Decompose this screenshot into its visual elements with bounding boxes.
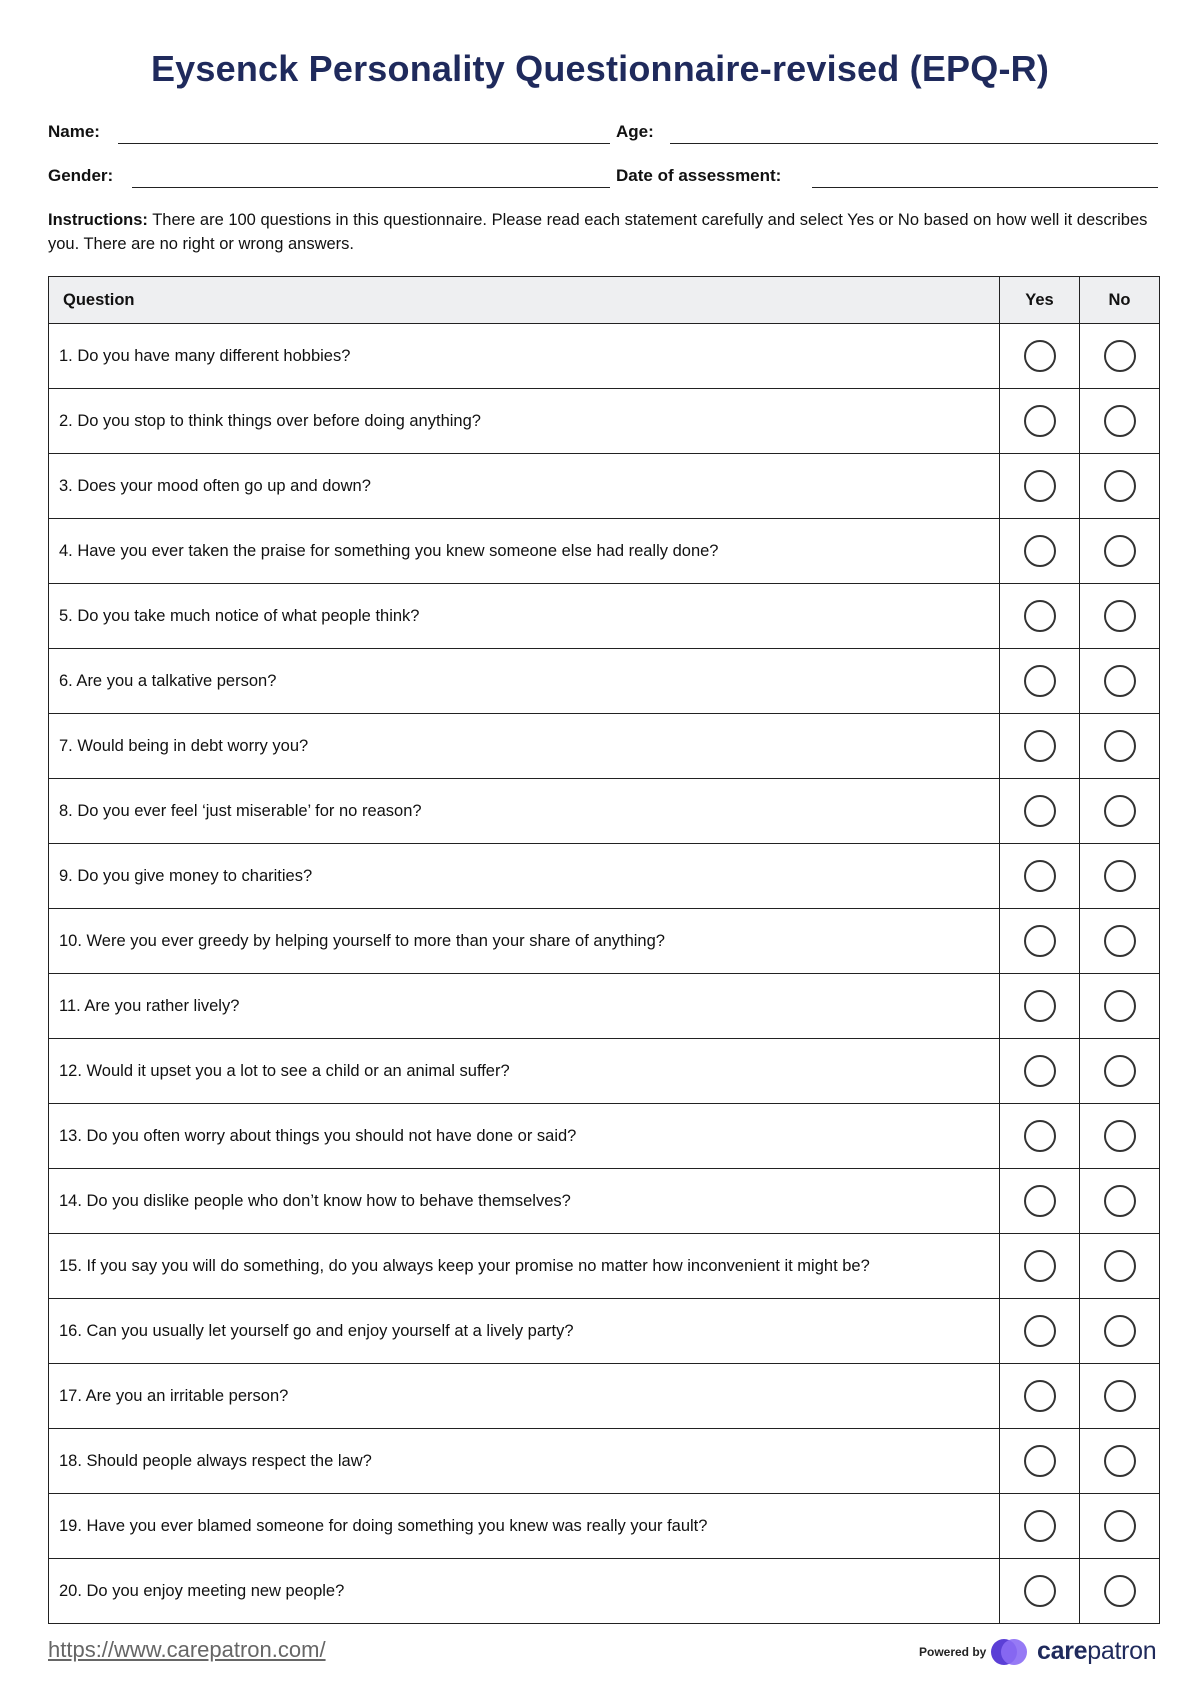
- yes-radio[interactable]: [1024, 1315, 1056, 1347]
- instructions-label: Instructions:: [48, 211, 148, 229]
- table-row: [49, 844, 1160, 909]
- yes-cell: [1000, 649, 1080, 714]
- question-text: 20. Do you enjoy meeting new people?: [49, 1559, 1000, 1624]
- table-row: [49, 1104, 1160, 1169]
- question-text: 10. Were you ever greedy by helping yourself to more than your share of anything?: [49, 909, 1000, 974]
- yes-radio[interactable]: [1024, 600, 1056, 632]
- table-row: [49, 454, 1160, 519]
- table-row: [49, 1494, 1160, 1559]
- table-row: [49, 389, 1160, 454]
- yes-radio[interactable]: [1024, 1185, 1056, 1217]
- no-radio[interactable]: [1104, 795, 1136, 827]
- table-row: [49, 1559, 1160, 1624]
- no-radio[interactable]: [1104, 600, 1136, 632]
- yes-radio[interactable]: [1024, 1575, 1056, 1607]
- no-cell: [1080, 974, 1160, 1039]
- question-text: 17. Are you an irritable person?: [49, 1364, 1000, 1429]
- question-text: 4. Have you ever taken the praise for something you knew someone else had really done?: [49, 519, 1000, 584]
- yes-cell: [1000, 779, 1080, 844]
- carepatron-link[interactable]: https://www.carepatron.com/: [48, 1637, 326, 1662]
- no-radio[interactable]: [1104, 405, 1136, 437]
- no-cell: [1080, 909, 1160, 974]
- yes-cell: [1000, 1169, 1080, 1234]
- no-cell: [1080, 1234, 1160, 1299]
- no-cell: [1080, 1039, 1160, 1104]
- table-row: [49, 1299, 1160, 1364]
- age-field[interactable]: [616, 120, 1158, 144]
- no-radio[interactable]: [1104, 990, 1136, 1022]
- yes-radio[interactable]: [1024, 665, 1056, 697]
- table-row: [49, 1169, 1160, 1234]
- no-radio[interactable]: [1104, 1510, 1136, 1542]
- table-row: [49, 974, 1160, 1039]
- no-radio[interactable]: [1104, 860, 1136, 892]
- no-cell: [1080, 844, 1160, 909]
- table-row: [49, 779, 1160, 844]
- no-radio[interactable]: [1104, 925, 1136, 957]
- brand-name-rest: patron: [1087, 1637, 1157, 1665]
- instructions-text: There are 100 questions in this questionnaire. Please read each statement carefully and select Yes or No based on how well it describes you. There are no right or wrong answers.: [48, 211, 1148, 253]
- no-cell: [1080, 1104, 1160, 1169]
- yes-cell: [1000, 454, 1080, 519]
- no-cell: [1080, 389, 1160, 454]
- question-text: 13. Do you often worry about things you should not have done or said?: [49, 1104, 1000, 1169]
- date-label: Date of assessment:: [616, 166, 782, 185]
- question-text: 12. Would it upset you a lot to see a child or an animal suffer?: [49, 1039, 1000, 1104]
- yes-cell: [1000, 1039, 1080, 1104]
- yes-cell: [1000, 519, 1080, 584]
- yes-radio[interactable]: [1024, 1380, 1056, 1412]
- table-row: [49, 519, 1160, 584]
- question-text: 5. Do you take much notice of what people think?: [49, 584, 1000, 649]
- no-radio[interactable]: [1104, 665, 1136, 697]
- question-text: 16. Can you usually let yourself go and enjoy yourself at a lively party?: [49, 1299, 1000, 1364]
- question-text: 1. Do you have many different hobbies?: [49, 324, 1000, 389]
- no-radio[interactable]: [1104, 470, 1136, 502]
- name-age-row: [48, 120, 1158, 144]
- table-row: [49, 324, 1160, 389]
- yes-radio[interactable]: [1024, 340, 1056, 372]
- no-cell: [1080, 454, 1160, 519]
- table-row: [49, 1234, 1160, 1299]
- yes-cell: [1000, 584, 1080, 649]
- yes-cell: [1000, 974, 1080, 1039]
- name-label: Name:: [48, 122, 100, 141]
- yes-cell: [1000, 1429, 1080, 1494]
- no-radio[interactable]: [1104, 730, 1136, 762]
- yes-cell: [1000, 1104, 1080, 1169]
- page-title: Eysenck Personality Questionnaire-revised (EPQ-R): [150, 48, 1050, 89]
- question-text: 2. Do you stop to think things over before doing anything?: [49, 389, 1000, 454]
- question-text: 15. If you say you will do something, do you always keep your promise no matter how inconvenient it might be?: [49, 1234, 1000, 1299]
- yes-cell: [1000, 1559, 1080, 1624]
- instructions: [48, 208, 1158, 256]
- yes-radio[interactable]: [1024, 925, 1056, 957]
- no-cell: [1080, 519, 1160, 584]
- yes-radio[interactable]: [1024, 860, 1056, 892]
- no-radio[interactable]: [1104, 1575, 1136, 1607]
- yes-cell: [1000, 389, 1080, 454]
- name-line[interactable]: [118, 143, 610, 144]
- no-cell: [1080, 584, 1160, 649]
- no-cell: [1080, 324, 1160, 389]
- no-cell: [1080, 1299, 1160, 1364]
- question-text: 6. Are you a talkative person?: [49, 649, 1000, 714]
- carepatron-logo-icon: [991, 1635, 1029, 1669]
- gender-line[interactable]: [132, 187, 610, 188]
- yes-radio[interactable]: [1024, 1445, 1056, 1477]
- question-text: 7. Would being in debt worry you?: [49, 714, 1000, 779]
- table-row: [49, 1429, 1160, 1494]
- questionnaire-table: [48, 276, 1160, 1624]
- no-cell: [1080, 1169, 1160, 1234]
- yes-cell: [1000, 909, 1080, 974]
- table-row: [49, 714, 1160, 779]
- yes-cell: [1000, 1234, 1080, 1299]
- question-text: 19. Have you ever blamed someone for doing something you knew was really your fault?: [49, 1494, 1000, 1559]
- no-radio[interactable]: [1104, 1380, 1136, 1412]
- yes-radio[interactable]: [1024, 990, 1056, 1022]
- yes-radio[interactable]: [1024, 1055, 1056, 1087]
- table-row: [49, 584, 1160, 649]
- question-text: 11. Are you rather lively?: [49, 974, 1000, 1039]
- table-body: [49, 324, 1160, 1624]
- brand-name: [1037, 1637, 1156, 1666]
- yes-cell: [1000, 714, 1080, 779]
- question-text: 18. Should people always respect the law?: [49, 1429, 1000, 1494]
- no-radio[interactable]: [1104, 1055, 1136, 1087]
- no-radio[interactable]: [1104, 1185, 1136, 1217]
- question-text: 9. Do you give money to charities?: [49, 844, 1000, 909]
- yes-cell: [1000, 1494, 1080, 1559]
- yes-radio[interactable]: [1024, 1120, 1056, 1152]
- question-text: 14. Do you dislike people who don’t know how to behave themselves?: [49, 1169, 1000, 1234]
- gender-field[interactable]: [48, 164, 610, 188]
- no-cell: [1080, 649, 1160, 714]
- brand-name-bold: care: [1037, 1637, 1088, 1665]
- no-radio[interactable]: [1104, 340, 1136, 372]
- date-field[interactable]: [616, 164, 1158, 188]
- yes-cell: [1000, 1299, 1080, 1364]
- name-field[interactable]: [48, 120, 610, 144]
- yes-cell: [1000, 844, 1080, 909]
- yes-radio[interactable]: [1024, 730, 1056, 762]
- question-header: Question: [49, 277, 1000, 324]
- no-radio[interactable]: [1104, 1315, 1136, 1347]
- no-radio[interactable]: [1104, 535, 1136, 567]
- no-cell: [1080, 779, 1160, 844]
- no-cell: [1080, 1364, 1160, 1429]
- table-row: [49, 909, 1160, 974]
- yes-radio[interactable]: [1024, 535, 1056, 567]
- no-cell: [1080, 1429, 1160, 1494]
- age-line[interactable]: [670, 143, 1158, 144]
- no-header: No: [1080, 277, 1160, 324]
- powered-by-label: Powered by: [919, 1645, 987, 1659]
- gender-date-row: [48, 164, 1158, 188]
- no-cell: [1080, 1559, 1160, 1624]
- no-radio[interactable]: [1104, 1250, 1136, 1282]
- question-text: 3. Does your mood often go up and down?: [49, 454, 1000, 519]
- yes-cell: [1000, 324, 1080, 389]
- no-cell: [1080, 714, 1160, 779]
- yes-radio[interactable]: [1024, 1510, 1056, 1542]
- question-text: 8. Do you ever feel ‘just miserable’ for no reason?: [49, 779, 1000, 844]
- yes-radio[interactable]: [1024, 1250, 1056, 1282]
- age-label: Age:: [616, 122, 654, 141]
- table-row: [49, 649, 1160, 714]
- yes-radio[interactable]: [1024, 405, 1056, 437]
- gender-label: Gender:: [48, 166, 114, 185]
- yes-header: Yes: [1000, 277, 1080, 324]
- yes-radio[interactable]: [1024, 795, 1056, 827]
- no-radio[interactable]: [1104, 1445, 1136, 1477]
- table-header-row: [49, 277, 1160, 324]
- no-radio[interactable]: [1104, 1120, 1136, 1152]
- table-row: [49, 1039, 1160, 1104]
- yes-radio[interactable]: [1024, 470, 1056, 502]
- date-line[interactable]: [812, 187, 1158, 188]
- yes-cell: [1000, 1364, 1080, 1429]
- brand-block: [919, 1634, 1159, 1670]
- table-row: [49, 1364, 1160, 1429]
- no-cell: [1080, 1494, 1160, 1559]
